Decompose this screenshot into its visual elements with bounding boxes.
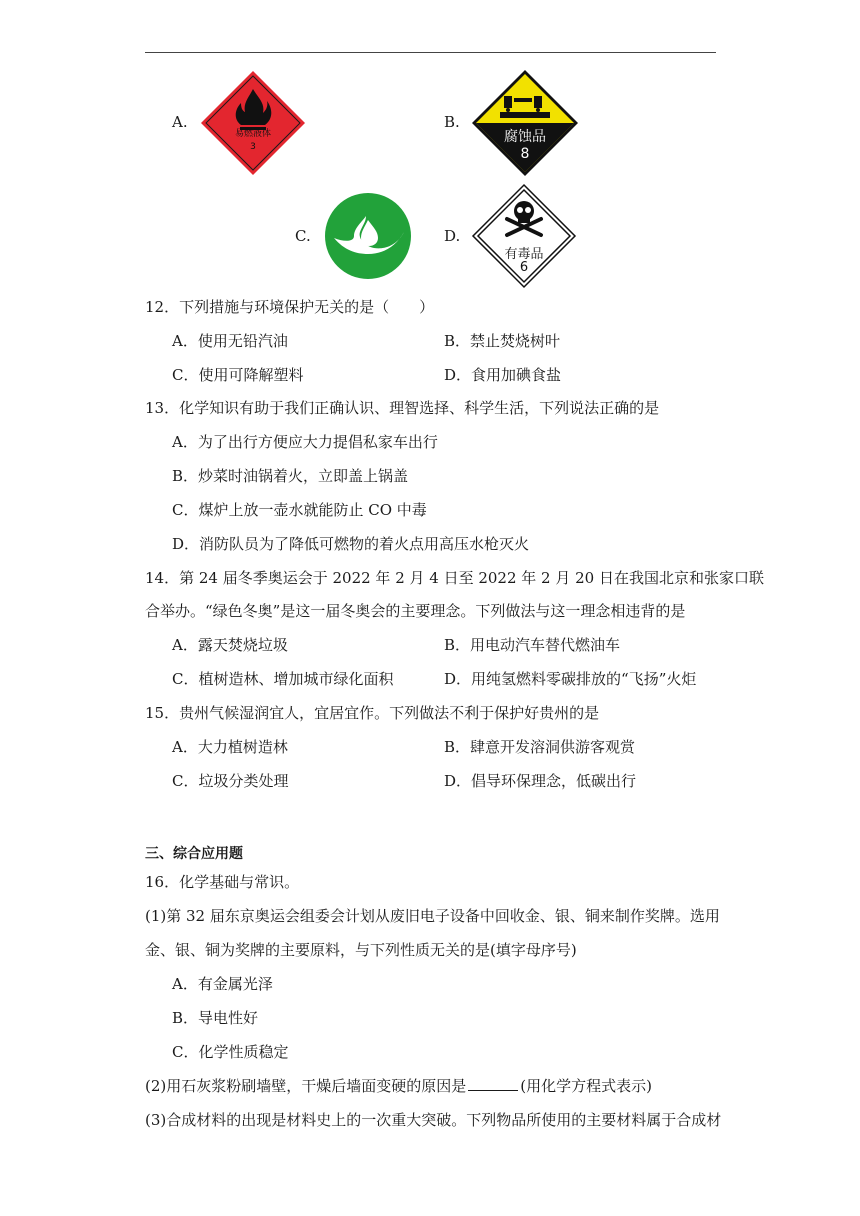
q13-option-c[interactable]: C．煤炉上放一壶水就能防止 CO 中毒 xyxy=(172,501,427,519)
q16-part1-line2: 金、银、铜为奖牌的主要原料，与下列性质无关的是(填字母序号) xyxy=(145,941,577,959)
q13-option-a[interactable]: A．为了出行方便应大力提倡私家车出行 xyxy=(172,433,438,451)
option-c-label: C. xyxy=(295,227,311,245)
q13-stem: 13．化学知识有助于我们正确认识、理智选择、科学生活，下列说法正确的是 xyxy=(145,399,660,417)
corrosive-sign-number: 8 xyxy=(520,146,530,162)
q16-part2 xyxy=(145,1076,652,1096)
option-b-label: B. xyxy=(444,113,460,131)
q14-option-c[interactable]: C．植树造林、增加城市绿化面积 xyxy=(172,670,394,688)
q14-stem-line1: 14．第 24 届冬季奥运会于 2022 年 2 月 4 日至 2022 年 2 月 20 日在我国北京和张家口联 xyxy=(145,569,764,587)
q15-option-b[interactable]: B．肆意开发溶洞供游客观赏 xyxy=(444,738,636,756)
q16-part2-suffix: (用化学方程式表示) xyxy=(520,1077,652,1095)
q15-stem: 15．贵州气候湿润宜人，宜居宜作。下列做法不利于保护好贵州的是 xyxy=(145,704,600,722)
q12-option-b[interactable]: B．禁止焚烧树叶 xyxy=(444,332,561,350)
corrosive-sign-text: 腐蚀品 xyxy=(504,129,546,145)
flammable-sign-text: 易燃液体 xyxy=(234,129,271,139)
q12-option-a[interactable]: A．使用无铅汽油 xyxy=(172,332,288,350)
toxic-sign-text: 有毒品 xyxy=(504,247,544,262)
q16-part1-line1: (1)第 32 届东京奥运会组委会计划从废旧电子设备中回收金、银、铜来制作奖牌。选用 xyxy=(145,907,720,925)
q14-option-a[interactable]: A．露天焚烧垃圾 xyxy=(172,636,288,654)
water-drop-icon xyxy=(324,192,412,280)
q15-option-c[interactable]: C．垃圾分类处理 xyxy=(172,772,289,790)
flammable-liquid-sign[interactable] xyxy=(199,69,307,177)
section-title: 三、综合应用题 xyxy=(145,846,243,862)
corrosive-sign[interactable] xyxy=(470,68,580,178)
flammable-icon xyxy=(199,69,307,177)
q14-option-d[interactable]: D．用纯氢燃料零碳排放的“飞扬”火炬 xyxy=(444,670,697,688)
q15-option-a[interactable]: A．大力植树造林 xyxy=(172,738,288,756)
header-rule xyxy=(145,52,716,53)
answer-blank[interactable] xyxy=(468,1076,518,1091)
q12-option-c[interactable]: C．使用可降解塑料 xyxy=(172,366,304,384)
toxic-sign[interactable] xyxy=(471,183,577,289)
option-d-label: D. xyxy=(444,227,461,245)
toxic-sign-number: 6 xyxy=(519,260,529,275)
option-a-label: A. xyxy=(172,113,188,131)
flammable-sign-number: 3 xyxy=(250,142,256,152)
q14-option-b[interactable]: B．用电动汽车替代燃油车 xyxy=(444,636,621,654)
q15-option-d[interactable]: D．倡导环保理念，低碳出行 xyxy=(444,772,637,790)
q16-part1-option-b[interactable]: B．导电性好 xyxy=(172,1009,259,1027)
q16-stem: 16．化学基础与常识。 xyxy=(145,873,300,891)
q13-option-b[interactable]: B．炒菜时油锅着火，立即盖上锅盖 xyxy=(172,467,409,485)
q12-stem: 12．下列措施与环境保护无关的是（ ） xyxy=(145,298,435,316)
q16-part1-option-a[interactable]: A．有金属光泽 xyxy=(172,975,273,993)
q16-part3-line1: (3)合成材料的出现是材料史上的一次重大突破。下列物品所使用的主要材料属于合成材 xyxy=(145,1111,722,1129)
q16-part2-prefix: (2)用石灰浆粉刷墙壁，干燥后墙面变硬的原因是 xyxy=(145,1077,467,1095)
q14-stem-line2: 合举办。“绿色冬奥”是这一届冬奥会的主要理念。下列做法与这一理念相违背的是 xyxy=(145,602,686,620)
q12-option-d[interactable]: D．食用加碘食盐 xyxy=(444,366,562,384)
q13-option-d[interactable]: D．消防队员为了降低可燃物的着火点用高压水枪灭火 xyxy=(172,535,530,553)
q16-part1-option-c[interactable]: C．化学性质稳定 xyxy=(172,1043,289,1061)
water-saving-sign[interactable] xyxy=(324,192,412,280)
